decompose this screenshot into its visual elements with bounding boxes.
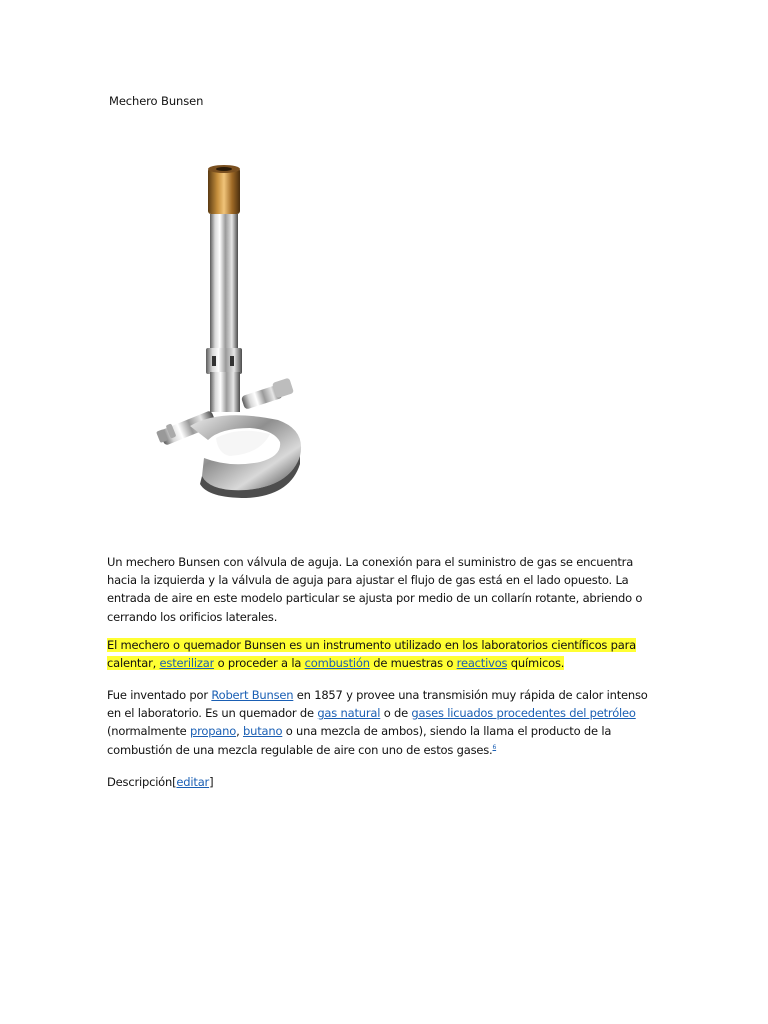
document-title: Mechero Bunsen — [109, 94, 204, 108]
bracket-open: [ — [172, 775, 177, 789]
link-robert-bunsen[interactable]: Robert Bunsen — [211, 688, 294, 702]
link-combustion[interactable]: combustión — [304, 656, 370, 671]
link-gases-licuados[interactable]: gases licuados procedentes del petróleo — [411, 706, 636, 721]
paragraph-text: o una mezcla de ambos), siendo la llama el producto de la combustión de una mezcla regulable de aire con uno de estos gases. — [107, 724, 612, 757]
paragraph-text: o de — [380, 706, 412, 721]
link-reactivos[interactable]: reactivos — [456, 656, 508, 671]
paragraph-text: en 1857 y provee una transmisión muy rápida de calor intenso en el laboratorio. Es un quemador de — [107, 688, 648, 721]
paragraph-text: , — [236, 724, 244, 739]
section-heading-descripcion — [107, 773, 655, 791]
link-esterilizar[interactable]: esterilizar — [159, 656, 215, 671]
link-butano[interactable]: butano — [243, 724, 283, 739]
link-propano[interactable]: propano — [190, 724, 237, 739]
link-gas-natural[interactable]: gas natural — [317, 706, 381, 721]
image-caption-paragraph: Un mechero Bunsen con válvula de aguja. La conexión para el suministro de gas se encuentra hacia la izquierda y la válvula de aguja para ajustar el flujo de gas está en el lado opuesto. La entrada de aire en este modelo particular se ajusta por medio de un collarín rotante, abriendo o cerrando los orificios laterales. — [107, 555, 643, 624]
highlighted-text: de muestras o — [369, 656, 457, 671]
intro-highlighted-paragraph — [107, 636, 655, 672]
bracket-close: ] — [209, 775, 214, 789]
reference-link[interactable]: 6 — [492, 743, 497, 751]
highlighted-text: químicos. — [507, 656, 565, 671]
bunsen-burner-image — [150, 158, 310, 498]
section-heading-label: Descripción — [107, 775, 173, 789]
paragraph-text: Fue inventado por — [107, 688, 212, 702]
highlighted-text: El mechero o quemador Bunsen es un instrumento utilizado en los laboratorios científicos para calentar, — [107, 638, 636, 671]
edit-section-link[interactable]: editar — [176, 775, 210, 789]
paragraph-text: (normalmente — [107, 724, 190, 739]
history-paragraph — [107, 686, 655, 759]
highlighted-text: o proceder a la — [214, 656, 305, 671]
